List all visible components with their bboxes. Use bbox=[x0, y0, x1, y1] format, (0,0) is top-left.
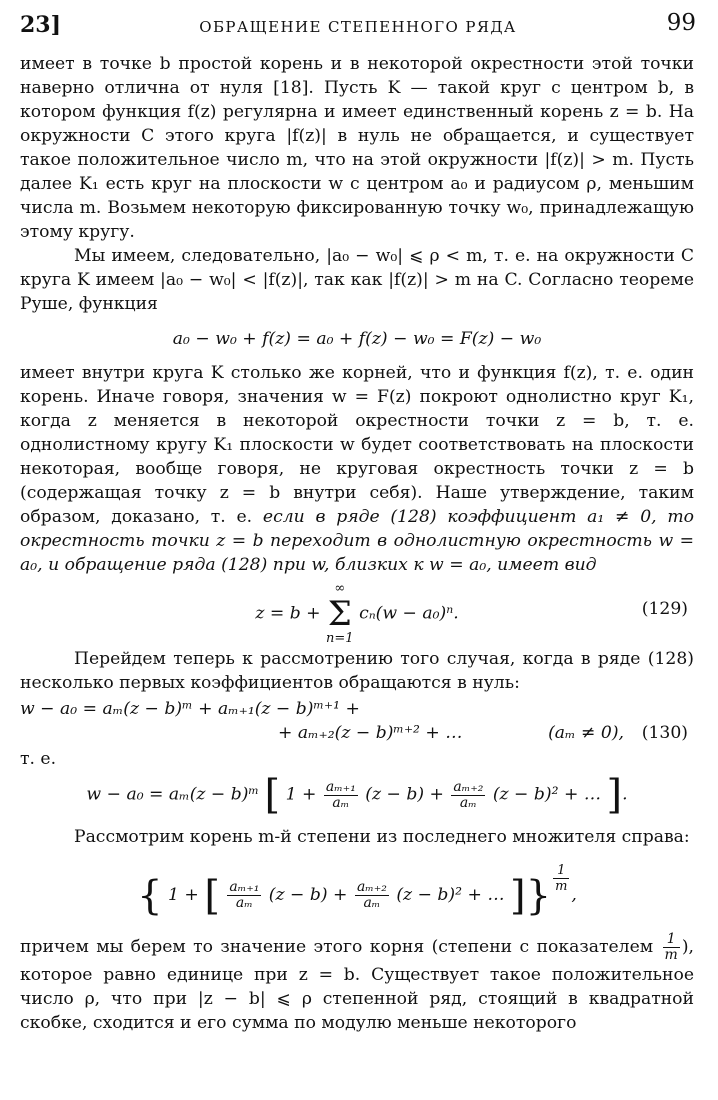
fraction-1-den: aₘ bbox=[332, 794, 350, 811]
equation-129 bbox=[20, 581, 694, 646]
equation-rouche bbox=[20, 327, 694, 351]
root-fraction-1-den: aₘ bbox=[235, 895, 253, 911]
eq130-line1: w − a₀ = aₘ(z − b)ᵐ + aₘ₊₁(z − b)ᵐ⁺¹ + bbox=[20, 699, 360, 719]
fraction-2-num: aₘ₊₂ bbox=[453, 778, 484, 795]
equation-130 bbox=[20, 697, 694, 745]
sum-upper-limit: ∞ bbox=[334, 581, 346, 596]
summation-sign bbox=[326, 581, 354, 647]
factored-lhs: w − a₀ = aₘ(z − b)ᵐ bbox=[86, 784, 260, 805]
equation-number-129: (129) bbox=[641, 599, 688, 619]
root-fraction-2-num: aₘ₊₂ bbox=[356, 879, 387, 895]
right-brace: } bbox=[525, 872, 552, 919]
paragraph-7-rest: , которое равно единице при z = b. Существует такое положительное число ρ, что при |z − b| ⩽ ρ степенной ряд, стоящий в квадратной скобке, сходится и его сумма по модулю меньше некоторого bbox=[20, 936, 695, 1033]
right-bracket: ] bbox=[606, 772, 623, 818]
running-header bbox=[20, 8, 696, 42]
paragraph-1: имеет в точке b простой корень и в некоторой окрестности этой точки наверно отлична от нуля [18]. Пусть K — такой круг с центром b, в котором функция f(z) регулярна и имеет единственный корень z = b. На окружности C этого круга |f(z)| в нуль не обращается, и существует такое положительное число m, что на этой окружности |f(z)| > m. Пусть далее K₁ есть круг на плоскости w с центром a₀ и радиусом ρ, меньшим числа m. Возьмем некоторую фиксированную точку w₀, принадлежащую этому кругу. bbox=[20, 54, 694, 242]
root-term-1: (z − b) + bbox=[268, 885, 348, 905]
left-bracket: [ bbox=[264, 772, 281, 818]
sum-lower-limit: n=1 bbox=[326, 631, 354, 646]
fraction-2-den: aₘ bbox=[459, 794, 477, 811]
root-end: , bbox=[571, 885, 577, 905]
equation-root bbox=[20, 863, 694, 919]
exponent-fraction bbox=[663, 932, 680, 963]
fraction-1 bbox=[324, 780, 358, 811]
root-left-bracket: [ bbox=[204, 872, 220, 919]
section-number: 23] bbox=[20, 12, 62, 38]
equation-factored bbox=[20, 772, 694, 818]
factored-end: . bbox=[622, 784, 628, 805]
paragraph-2: Мы имеем, следовательно, |a₀ − w₀| ⩽ ρ < m, т. е. на окружности C круга K имеем |a₀ − w₀| < |f(z)|, так как |f(z)| > m на C. Согласно теореме Руше, функция bbox=[20, 246, 694, 314]
page-body bbox=[20, 52, 694, 1035]
equation-rouche-text: a₀ − w₀ + f(z) = a₀ + f(z) − w₀ = F(z) − w₀ bbox=[172, 329, 542, 349]
root-one-plus: 1 + bbox=[168, 885, 199, 905]
sigma-symbol: Σ bbox=[327, 594, 352, 634]
theorem-statement: если в ряде (128) коэффициент a₁ ≠ 0, то окрестность точки z = b переходит в однолистную окрестность w = a₀, и обращение ряда (128) при w, близких к w = a₀, имеет вид bbox=[20, 507, 694, 575]
root-fraction-2-den: aₘ bbox=[363, 895, 381, 911]
factored-term-1: (z − b) + bbox=[365, 784, 444, 805]
root-term-2: (z − b)² + … bbox=[396, 885, 505, 905]
fraction-2 bbox=[451, 780, 485, 811]
root-fraction-2 bbox=[355, 880, 389, 911]
eq129-lhs: z = b + bbox=[255, 603, 321, 624]
eq130-condition: (aₘ ≠ 0), bbox=[548, 723, 624, 743]
paragraph-6: Рассмотрим корень m-й степени из последнего множителя справа: bbox=[74, 827, 690, 847]
paragraph-5: т. е. bbox=[20, 749, 57, 769]
eq130-line2-row bbox=[20, 721, 694, 745]
paragraph-7-text: причем мы берем то значение этого корня bbox=[20, 936, 425, 957]
root-exp-den: m bbox=[555, 879, 568, 894]
equation-number-130: (130) bbox=[641, 723, 688, 743]
root-fraction-1-num: aₘ₊₁ bbox=[229, 879, 260, 895]
chapter-title: ОБРАЩЕНИЕ СТЕПЕННОГО РЯДА bbox=[199, 18, 517, 36]
eq129-term: cₙ(w − a₀)ⁿ. bbox=[359, 603, 459, 624]
root-fraction-1 bbox=[227, 880, 261, 911]
factored-term-2: (z − b)² + … bbox=[492, 784, 602, 805]
fraction-1-num: aₘ₊₁ bbox=[325, 778, 356, 795]
factored-one-plus: 1 + bbox=[285, 784, 317, 805]
paragraph-7-paren: степени с показателем bbox=[438, 936, 654, 957]
root-exp-num: 1 bbox=[553, 863, 569, 879]
exponent-den: m bbox=[664, 946, 678, 963]
paragraph-3-text: имеет внутри круга K столько же корней, что и функция f(z), т. е. один корень. Иначе говоря, значения w = F(z) покроют однолистно круг K₁, когда z меняется в некоторой окрестности точки z = b, т. е. однолистному кругу K₁ плоскости w будет соответствовать на плоскости некоторая, вообще говоря, не круговая окрестность точки z = b (содержащая точку z = b внутри себя). Наше утверждение, таким образом, доказано, т. е. bbox=[20, 363, 694, 527]
exponent-num: 1 bbox=[663, 932, 680, 948]
paragraph-3 bbox=[20, 361, 694, 577]
root-exponent bbox=[553, 863, 569, 894]
paragraph-7: причем мы берем то значение этого корня (степени с показателем $\frac{1}{m}$ ), которое равно единице при z = b. Существует такое положительное число ρ, что при |z − b| ⩽ ρ степенной ряд, стоящий в квадратной скобке, сходится и его сумма по модулю меньше некоторого bbox=[20, 930, 695, 1033]
left-brace: { bbox=[137, 872, 163, 919]
eq130-line2: + aₘ₊₂(z − b)ᵐ⁺² + … bbox=[278, 723, 463, 743]
page-number: 99 bbox=[666, 10, 696, 36]
root-right-bracket: ] bbox=[510, 872, 526, 919]
paragraph-4: Перейдем теперь к рассмотрению того случая, когда в ряде (128) несколько первых коэффициентов обращаются в нуль: bbox=[20, 649, 694, 693]
